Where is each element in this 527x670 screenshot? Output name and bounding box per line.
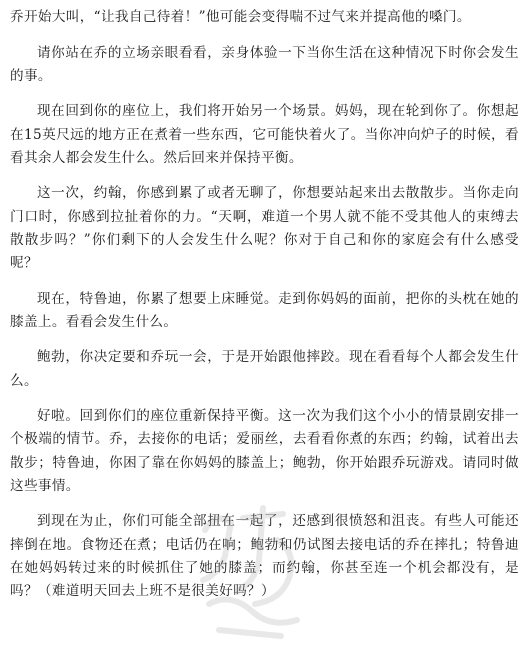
paragraph-4: 这一次，约翰，你感到累了或者无聊了，你想要站起来出去散散步。当你走向门口时，你感到拉扯着你的力。“天啊，难道一个男人就不能不受其他人的束缚去散散步吗？”你们剩下的人会发生什么呢？你对于自己和你的家庭会有什么感受呢？ [10, 185, 519, 271]
paragraph-5: 现在，特鲁迪，你累了想要上床睡觉。走到你妈妈的面前，把你的头枕在她的膝盖上。看看会发生什么。 [10, 290, 519, 330]
paragraph-2: 请你站在乔的立场亲眼看看，亲身体验一下当你生活在这种情况下时你会发生的事。 [10, 44, 519, 84]
paragraph-1: 乔开始大叫，“让我自己待着！”他可能会变得喘不过气来并提高他的嗓门。 [10, 9, 471, 25]
paragraph-3: 现在回到你的座位上，我们将开始另一个场景。妈妈，现在轮到你了。你想起在15英尺远的地方正在煮着一些东西，它可能快着火了。当你冲向炉子的时候，看看其余人都会发生什么。然后回来并保持平衡。 [10, 103, 519, 166]
paragraph-8: 到现在为止，你们可能全部扭在一起了，还感到很愤怒和沮丧。有些人可能还摔倒在地。食物还在煮；电话仍在响；鲍勃和仍试图去接电话的乔在摔扎；特鲁迪在她妈妈转过来的时候抓住了她的膝盖；而约翰，你甚至连一个机会都没有，是吗？（难道明天回去上班不是很美好吗？） [10, 513, 519, 599]
paragraph-7: 好啦。回到你们的座位重新保持平衡。这一次为我们这个小小的情景剧安排一个极端的情节。乔，去接你的电话；爱丽丝，去看看你煮的东西；约翰，试着出去散步；特鲁迪，你困了靠在你妈妈的膝盖上；鲍勃，你开始跟乔玩游戏。请同时做这些事情。 [10, 408, 519, 494]
paragraph-6: 鲍勃，你决定要和乔玩一会，于是开始跟他摔跤。现在看看每个人都会发生什么。 [10, 349, 519, 389]
